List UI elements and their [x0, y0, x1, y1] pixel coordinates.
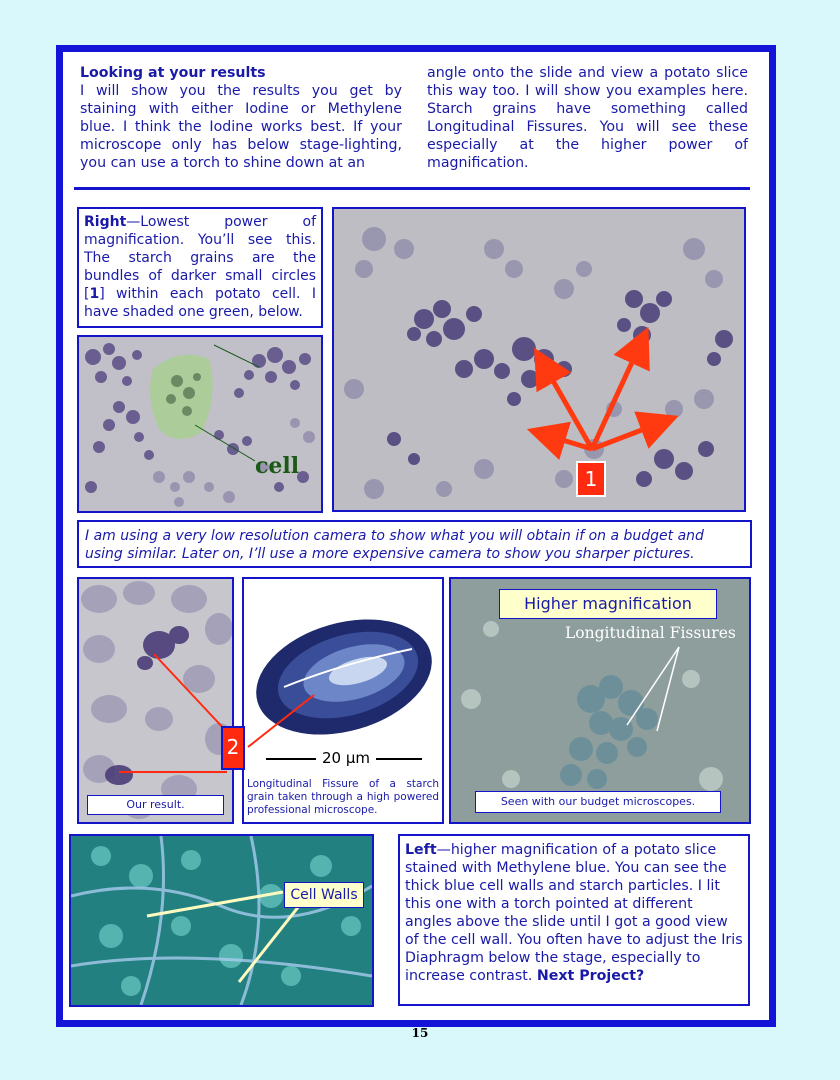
our-result-caption: Our result.	[126, 798, 185, 811]
right-text-before: —Lowest power of magnification. You’ll see this. The starch grains are the bundles of darker small circles [	[84, 214, 316, 302]
higher-magnification-photo	[449, 577, 751, 824]
low-power-cell-photo	[77, 335, 323, 513]
right-lead: Right	[84, 214, 127, 230]
starch-grains-photo	[332, 207, 746, 512]
right-text-after: ] within each potato cell. I have shaded one green, below.	[84, 286, 316, 320]
right-marker: 1	[89, 286, 100, 302]
right-text-box	[77, 207, 323, 328]
scale-bar-label: 20 µm	[321, 749, 370, 767]
intro-right-text: angle onto the slide and view a potato slice this way too. I will show you examples here. Starch grains have something called Longitudinal Fissures. You will see these especially at the higher power of magnification.	[427, 65, 748, 171]
page-number: 15	[411, 1026, 429, 1040]
methylene-blue-photo	[69, 834, 374, 1007]
marker-1: 1	[576, 461, 606, 497]
cell-walls-label: Cell Walls	[284, 882, 364, 908]
left-text-box	[398, 834, 750, 1006]
section-divider	[74, 187, 750, 190]
left-lead: Left	[405, 842, 437, 858]
intro-left-text: I will show you the results you get by staining with either Iodine or Methylene blue. I think the Iodine works best. If your microscope only has below stage-lighting, you can use a torch to shine down at an	[80, 83, 402, 171]
intro-left-column	[80, 64, 402, 172]
next-project-link[interactable]: Next Project?	[536, 968, 645, 984]
cell-label: cell	[255, 453, 300, 479]
budget-caption-box	[475, 791, 721, 813]
left-text: —higher magnification of a potato slice stained with Methylene blue. You can see the thick blue cell walls and starch particles. I lit this one with a torch pointed at different angles above the slide until I got a good view of the cell wall. You often have to adjust the Iris Diaphragm below the stage, especially to increase contrast.	[405, 842, 743, 984]
professional-grain-photo	[242, 577, 444, 824]
budget-caption: Seen with our budget microscopes.	[500, 795, 696, 808]
intro-title: Looking at your results	[80, 65, 266, 81]
marker-2: 2	[221, 726, 245, 770]
intro-right-column	[427, 64, 748, 172]
our-result-caption-box	[87, 795, 224, 815]
camera-note-box	[77, 520, 752, 568]
our-result-photo	[77, 577, 234, 824]
camera-note: I am using a very low resolution camera to show what you will obtain if on a budget and using similar. Later on, I’ll use a more expensive camera to show you sharper pictures.	[85, 528, 704, 562]
fissure-caption: Longitudinal Fissure of a starch grain taken through a high powered professional microscope.	[247, 778, 439, 816]
longitudinal-fissures-label: Longitudinal Fissures	[565, 624, 736, 642]
higher-magnification-label: Higher magnification	[499, 589, 717, 619]
